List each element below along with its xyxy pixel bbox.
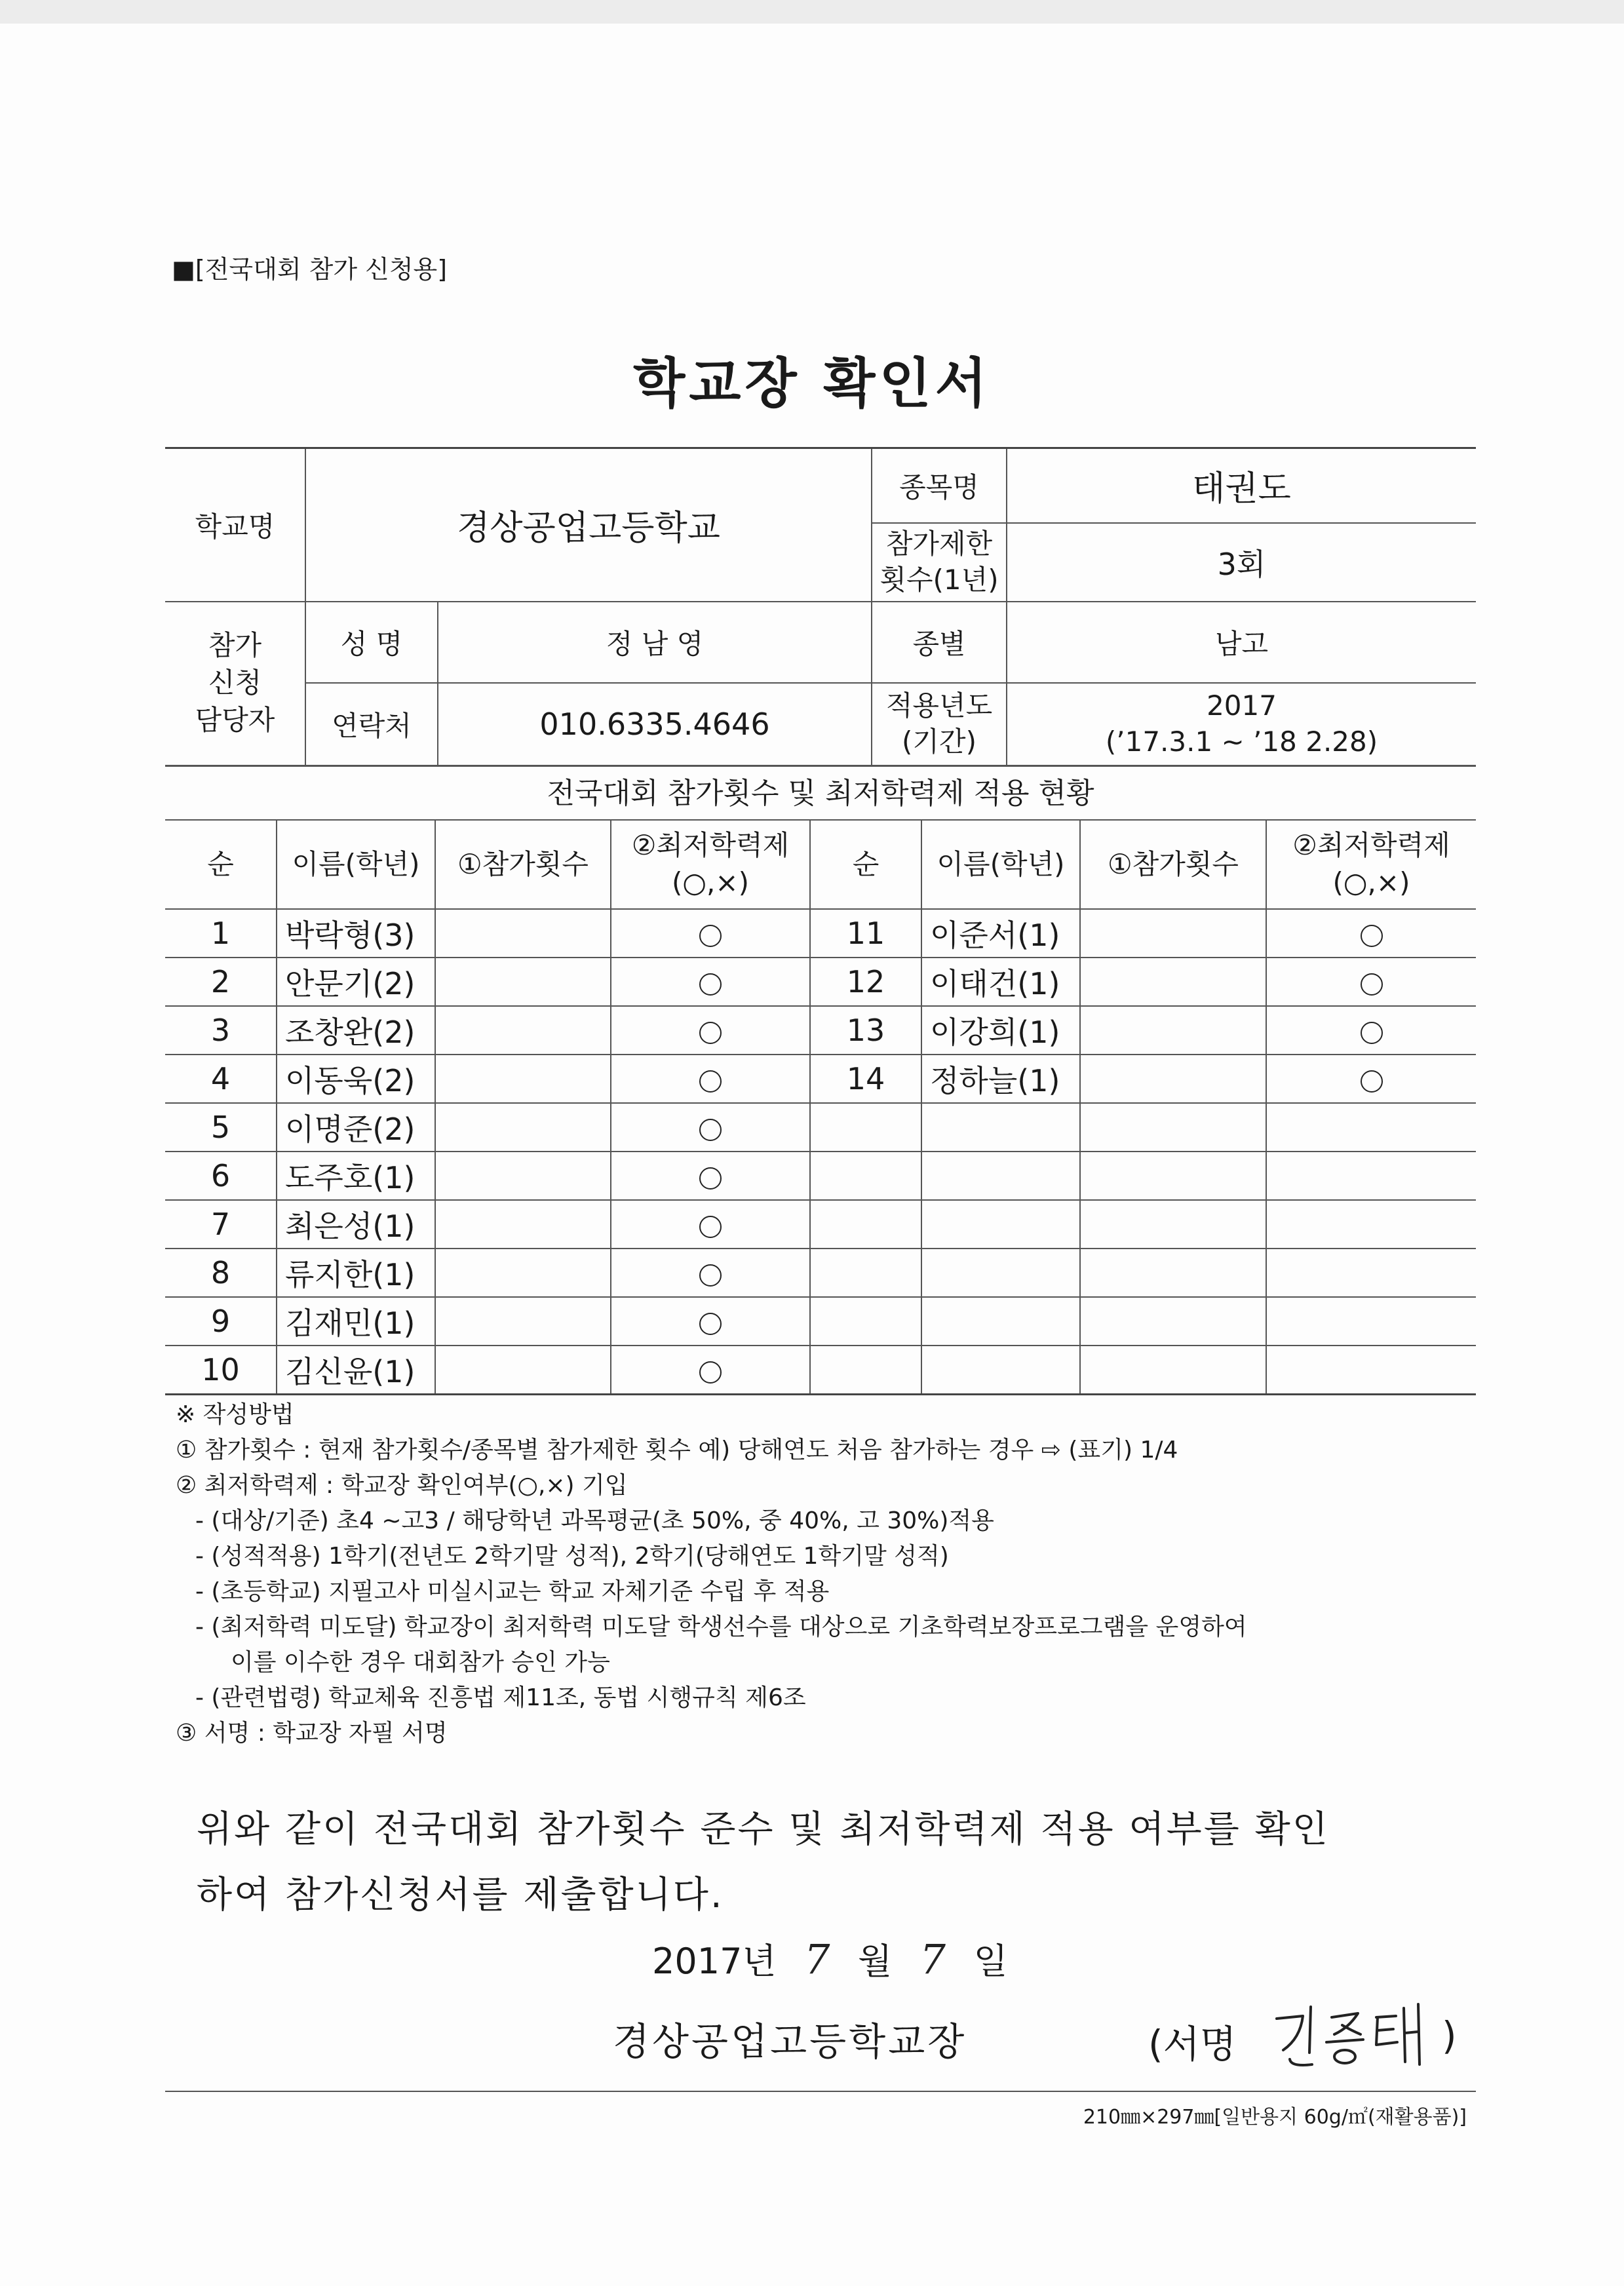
row-count: [435, 958, 611, 1006]
circle-mark-icon: [699, 1167, 722, 1190]
row-count: [435, 1103, 611, 1152]
circle-mark-icon: [1361, 925, 1383, 947]
row-min-mark: [1266, 1200, 1476, 1249]
row-min-mark: [1266, 909, 1476, 958]
closing-line2: 하여 참가신청서를 제출합니다.: [197, 1874, 724, 1916]
notes-heading: ※ 작성방법: [176, 1401, 294, 1428]
row-count: [1080, 1297, 1266, 1346]
submission-date: [652, 1933, 1008, 1984]
circle-mark-icon: [699, 1119, 722, 1141]
row-count: [435, 1006, 611, 1055]
row-min-mark: [1266, 1055, 1476, 1103]
row-count: [1080, 1152, 1266, 1200]
row-min-mark: [611, 958, 810, 1006]
row-name: 최은성(1): [277, 1200, 435, 1249]
closing-statement: [197, 1797, 1455, 1928]
year-label: [872, 683, 1007, 765]
date-day-label: 일: [973, 1941, 1008, 1982]
instructions: [176, 1397, 1247, 1751]
col-min-left: [611, 820, 810, 909]
year-value: 2017: [1207, 689, 1277, 722]
row-count: [1080, 1006, 1266, 1055]
note-2-2: - (성적적용) 1학기(전년도 2학기말 성적), 2학기(당해연도 1학기말 성적): [195, 1543, 949, 1570]
year-value-cell: [1007, 683, 1476, 765]
table-row: [165, 1006, 1476, 1055]
row-no: 5: [165, 1103, 277, 1152]
name-label: 성 명: [305, 602, 438, 683]
row-count: [435, 1055, 611, 1103]
circle-mark-icon: [1361, 1022, 1383, 1044]
status-header-row: [165, 820, 1476, 909]
handwritten-signature: [1271, 1999, 1435, 2071]
row-min-mark: [1266, 1249, 1476, 1297]
circle-mark-icon: [699, 973, 722, 996]
row-name: 정하늘(1): [921, 1055, 1080, 1103]
note-2: ② 최저학력제 : 학교장 확인여부(○,×) 기입: [176, 1472, 628, 1499]
row-name: 이준서(1): [921, 909, 1080, 958]
row-name: 도주호(1): [277, 1152, 435, 1200]
col-min-right: [1266, 820, 1476, 909]
row-name: 안문기(2): [277, 958, 435, 1006]
row-min-mark: [611, 1103, 810, 1152]
contact-value: 010.6335.4646: [438, 683, 872, 765]
row-min-mark: [611, 1152, 810, 1200]
table-row: [165, 1249, 1476, 1297]
row-no: 8: [165, 1249, 277, 1297]
row-count: [1080, 1103, 1266, 1152]
date-month-handwritten: 7: [804, 1935, 830, 1983]
row-no: 9: [165, 1297, 277, 1346]
period-value: (’17.3.1 ~ ’18 2.28): [1105, 725, 1378, 758]
event-value: 태권도: [1007, 448, 1476, 523]
row-count: [1080, 909, 1266, 958]
row-min-mark: [611, 1055, 810, 1103]
row-min-mark: [1266, 1103, 1476, 1152]
circle-mark-icon: [699, 925, 722, 947]
row-no: [810, 1152, 921, 1200]
row-no: 6: [165, 1152, 277, 1200]
row-name: [921, 1103, 1080, 1152]
row-name: 이태건(1): [921, 958, 1080, 1006]
note-3: ③ 서명 : 학교장 자필 서명: [176, 1720, 448, 1747]
row-name: 조창완(2): [277, 1006, 435, 1055]
row-name: 이강희(1): [921, 1006, 1080, 1055]
paper-spec: 210㎜×297㎜[일반용지 60g/㎡(재활용품)]: [1083, 2106, 1467, 2129]
row-count: [435, 1200, 611, 1249]
arrow-right-icon: ⇨: [1041, 1437, 1061, 1463]
row-no: 11: [810, 909, 921, 958]
applicant-label-line1: 참가: [208, 629, 262, 662]
col-min-right-line1: ②최저학력제: [1292, 829, 1450, 862]
circle-mark-icon: [699, 1216, 722, 1238]
row-min-mark: [611, 909, 810, 958]
limit-label-line1: 참가제한: [885, 527, 993, 560]
row-no: 4: [165, 1055, 277, 1103]
note-2-4: - (최저학력 미도달) 학교장이 최저학력 미도달 학생선수를 대상으로 기초학력보장프로그램을 운영하여: [195, 1614, 1247, 1640]
row-name: [921, 1346, 1080, 1395]
row-no: 10: [165, 1346, 277, 1395]
table-row: [165, 909, 1476, 958]
contact-label: 연락처: [305, 683, 438, 765]
date-day-handwritten: 7: [919, 1935, 946, 1983]
row-min-mark: [611, 1200, 810, 1249]
closing-line1: 위와 같이 전국대회 참가횟수 준수 및 최저학력제 적용 여부를 확인: [197, 1808, 1330, 1851]
row-name: [921, 1152, 1080, 1200]
col-no-left: 순: [165, 820, 277, 909]
limit-label-line2: 횟수(1년): [880, 563, 999, 596]
row-name: [921, 1200, 1080, 1249]
row-name: [921, 1297, 1080, 1346]
note-2-1: - (대상/기준) 초4 ~고3 / 해당학년 과목평균(초 50%, 중 40%, 고 30%)적용: [195, 1507, 994, 1534]
row-count: [1080, 1055, 1266, 1103]
table-row: [165, 1297, 1476, 1346]
applicant-label: [165, 602, 305, 765]
form-type-tag: ■[전국대회 참가 신청용]: [172, 255, 448, 284]
applicant-label-line3: 담당자: [195, 703, 275, 736]
col-min-left-line1: ②최저학력제: [631, 829, 790, 862]
date-month-label: 월: [857, 1941, 893, 1982]
school-label: 학교명: [165, 448, 305, 602]
col-name-left: 이름(학년): [277, 820, 435, 909]
circle-mark-icon: [699, 1022, 722, 1044]
note-1-example: (표기) 1/4: [1068, 1437, 1178, 1463]
col-no-right: 순: [810, 820, 921, 909]
status-table: [165, 819, 1476, 1395]
row-no: [810, 1346, 921, 1395]
row-no: [810, 1200, 921, 1249]
row-min-mark: [611, 1006, 810, 1055]
note-1-text: ① 참가횟수 : 현재 참가횟수/종목별 참가제한 횟수 예) 당해연도 처음 참가하는 경우: [176, 1437, 1034, 1463]
year-label-line2: (기간): [902, 725, 976, 758]
row-count: [435, 1249, 611, 1297]
table-row: [165, 958, 1476, 1006]
bottom-rule: [165, 2091, 1476, 2092]
circle-mark-icon: [1361, 973, 1383, 996]
table-row: [165, 1152, 1476, 1200]
row-no: 3: [165, 1006, 277, 1055]
row-count: [1080, 1249, 1266, 1297]
signature-label-close: ): [1442, 2013, 1457, 2058]
row-no: [810, 1103, 921, 1152]
row-count: [1080, 1346, 1266, 1395]
row-min-mark: [611, 1249, 810, 1297]
row-min-mark: [611, 1346, 810, 1395]
division-label: 종별: [872, 602, 1007, 683]
note-2-5: - (관련법령) 학교체육 진흥법 제11조, 동법 시행규칙 제6조: [195, 1684, 806, 1711]
circle-mark-icon: [699, 1070, 722, 1093]
row-name: 박락형(3): [277, 909, 435, 958]
note-1: [176, 1433, 1247, 1468]
row-count: [435, 1152, 611, 1200]
row-min-mark: [1266, 1006, 1476, 1055]
row-count: [435, 1346, 611, 1395]
circle-mark-icon: [699, 1361, 722, 1384]
circle-mark-icon: [699, 1313, 722, 1335]
col-min-right-line2: (○,×): [1332, 866, 1410, 899]
table-row: [165, 1200, 1476, 1249]
row-count: [435, 1297, 611, 1346]
division-value: 남고: [1007, 602, 1476, 683]
row-no: 1: [165, 909, 277, 958]
row-no: [810, 1249, 921, 1297]
circle-mark-icon: [1361, 1070, 1383, 1093]
note-2-3: - (초등학교) 지필고사 미실시교는 학교 자체기준 수립 후 적용: [195, 1578, 830, 1605]
note-2-4-cont: 이를 이수한 경우 대회참가 승인 가능: [231, 1649, 610, 1676]
col-count-right: ①참가횟수: [1080, 820, 1266, 909]
table-row: [165, 1055, 1476, 1103]
principal-title: 경상공업고등학교장: [613, 2019, 967, 2064]
table-row: [165, 1103, 1476, 1152]
scan-edge: [0, 0, 1624, 24]
page-title: 학교장 확인서: [633, 353, 991, 415]
date-year: 2017년: [652, 1941, 777, 1982]
row-name: 이동욱(2): [277, 1055, 435, 1103]
limit-label: [872, 523, 1007, 602]
table-row: [165, 1346, 1476, 1395]
row-min-mark: [1266, 1297, 1476, 1346]
col-min-left-line2: (○,×): [672, 866, 749, 899]
row-count: [1080, 1200, 1266, 1249]
row-name: 김재민(1): [277, 1297, 435, 1346]
row-no: 2: [165, 958, 277, 1006]
event-label: 종목명: [872, 448, 1007, 523]
applicant-label-line2: 신청: [208, 667, 262, 699]
row-name: [921, 1249, 1080, 1297]
row-count: [1080, 958, 1266, 1006]
school-value: 경상공업고등학교: [305, 448, 872, 602]
row-no: 13: [810, 1006, 921, 1055]
row-min-mark: [611, 1297, 810, 1346]
row-min-mark: [1266, 1346, 1476, 1395]
row-name: 류지한(1): [277, 1249, 435, 1297]
row-no: [810, 1297, 921, 1346]
row-min-mark: [1266, 1152, 1476, 1200]
info-table: [165, 447, 1476, 766]
row-count: [435, 909, 611, 958]
limit-value: 3회: [1007, 523, 1476, 602]
circle-mark-icon: [699, 1264, 722, 1287]
status-title: 전국대회 참가횟수 및 최저학력제 적용 현황: [165, 765, 1476, 821]
col-name-right: 이름(학년): [921, 820, 1080, 909]
year-label-line1: 적용년도: [885, 689, 993, 722]
row-min-mark: [1266, 958, 1476, 1006]
col-count-left: ①참가횟수: [435, 820, 611, 909]
row-no: 14: [810, 1055, 921, 1103]
signature-label-open: (서명: [1148, 2022, 1237, 2066]
row-name: 김신윤(1): [277, 1346, 435, 1395]
name-value: 정 남 영: [438, 602, 872, 683]
row-no: 7: [165, 1200, 277, 1249]
row-no: 12: [810, 958, 921, 1006]
row-name: 이명준(2): [277, 1103, 435, 1152]
